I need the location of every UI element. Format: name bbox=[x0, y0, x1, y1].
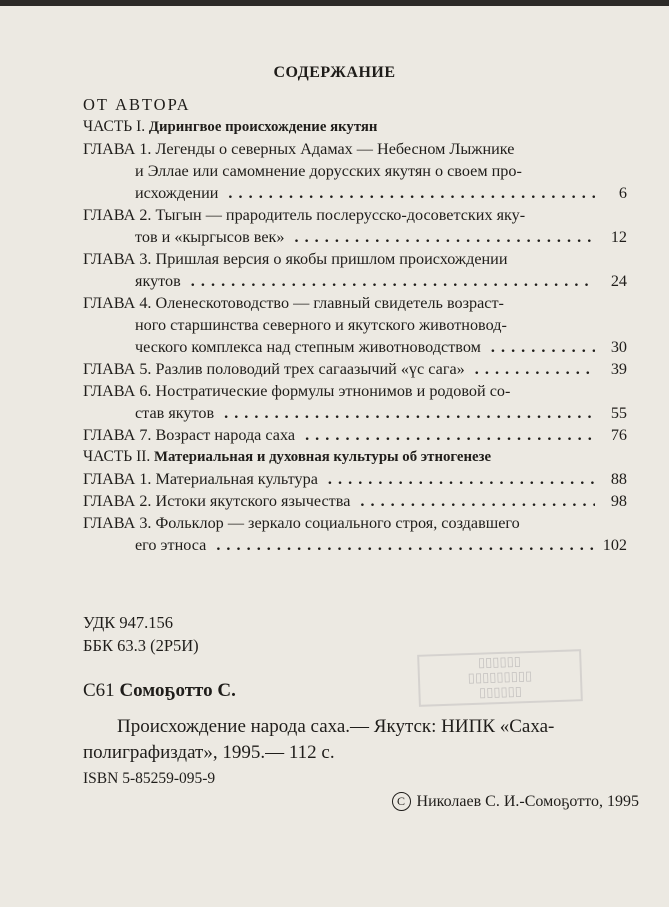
page-number: 102 bbox=[602, 536, 627, 554]
dot-leader bbox=[360, 490, 595, 512]
dot-leader bbox=[224, 402, 595, 424]
dot-leader bbox=[491, 336, 595, 358]
page-number: 39 bbox=[610, 360, 627, 378]
toc-part2-chapter-3: ГЛАВА 3. Фольклор — зеркало социального строя, создавшего его этноса . . 102 bbox=[83, 512, 627, 556]
part-2-title: Материальная и духовная культуры об этногенезе bbox=[153, 449, 492, 465]
dot-leader bbox=[191, 270, 595, 292]
page-number: 88 bbox=[610, 470, 627, 488]
copyright-holder: Николаев С. И.-Сомоҕотто, 1995 bbox=[416, 793, 639, 810]
contents-title: СОДЕРЖАНИЕ bbox=[273, 64, 396, 81]
page-number: 98 bbox=[610, 492, 627, 510]
dot-leader bbox=[216, 534, 595, 556]
dot-leader bbox=[305, 424, 595, 446]
dot-leader bbox=[294, 226, 595, 248]
bbk-code: ББК 63.3 (2Р5И) bbox=[83, 636, 199, 655]
udk-code: УДК 947.156 bbox=[83, 613, 174, 632]
toc-chapter-7: ГЛАВА 7. Возраст народа саха . . 76 bbox=[83, 424, 627, 446]
toc-part-1 bbox=[83, 116, 627, 138]
page-number: 76 bbox=[610, 426, 627, 444]
dot-leader bbox=[228, 182, 595, 204]
toc-part2-chapter-2: ГЛАВА 2. Истоки якутского язычества . . 98 bbox=[83, 490, 627, 512]
toc-chapter-3: ГЛАВА 3. Пришлая версия о якобы пришлом происхождении якутов . . 24 bbox=[83, 248, 627, 292]
page-number: 30 bbox=[610, 338, 627, 356]
table-of-contents bbox=[83, 94, 627, 556]
isbn: ISBN 5-85259-095-9 bbox=[83, 770, 216, 787]
toc-part2-chapter-1: ГЛАВА 1. Материальная культура . . 88 bbox=[83, 468, 627, 490]
page-number: 6 bbox=[618, 184, 627, 202]
part-1-title: Дирингвое происхождение якутян bbox=[148, 119, 378, 135]
page-top-edge bbox=[0, 0, 669, 6]
part-1-label: ЧАСТЬ I. bbox=[83, 118, 146, 135]
toc-chapter-5: ГЛАВА 5. Разлив половодий трех сагаазычий «үс сага» . . 39 bbox=[83, 358, 627, 380]
toc-chapter-6: ГЛАВА 6. Ностратические формулы этнонимов и родовой со- став якутов . . 55 bbox=[83, 380, 627, 424]
part-2-label: ЧАСТЬ II. bbox=[83, 448, 151, 465]
bibliographic-description: Происхождение народа саха.— Якутск: НИПК «Саха- полиграфиздат», 1995.— 112 с. bbox=[83, 716, 555, 763]
author-name: Сомоҕотто С. bbox=[119, 680, 236, 701]
library-stamp: ▯▯▯▯▯▯ ▯▯▯▯▯▯▯▯▯ ▯▯▯▯▯▯ bbox=[417, 649, 583, 707]
catalog-letter: С61 bbox=[83, 680, 115, 701]
page-number: 55 bbox=[610, 404, 627, 422]
catalog-heading bbox=[83, 680, 236, 702]
toc-chapter-1: ГЛАВА 1. Легенды о северных Адамах — Небесном Лыжнике и Эллае или самомнение дорусских якутян о своем про- исхождении . . 6 bbox=[83, 138, 627, 204]
toc-author-entry: ОТ АВТОРА bbox=[83, 95, 191, 114]
dot-leader bbox=[475, 358, 595, 380]
copyright-icon: C bbox=[392, 792, 411, 811]
dot-leader bbox=[328, 468, 595, 490]
toc-chapter-4: ГЛАВА 4. Оленескотоводство — главный свидетель возраст- ного старшинства северного и якутского животновод- ческого комплекса над степным животноводством . . 30 bbox=[83, 292, 627, 358]
page-number: 24 bbox=[610, 272, 627, 290]
page-number: 12 bbox=[610, 228, 627, 246]
copyright-notice bbox=[392, 792, 639, 811]
toc-part-2 bbox=[83, 446, 627, 468]
toc-chapter-2: ГЛАВА 2. Тыгын — прародитель послерусско-досоветских яку- тов и «кыргысов век» . . 12 bbox=[83, 204, 627, 248]
